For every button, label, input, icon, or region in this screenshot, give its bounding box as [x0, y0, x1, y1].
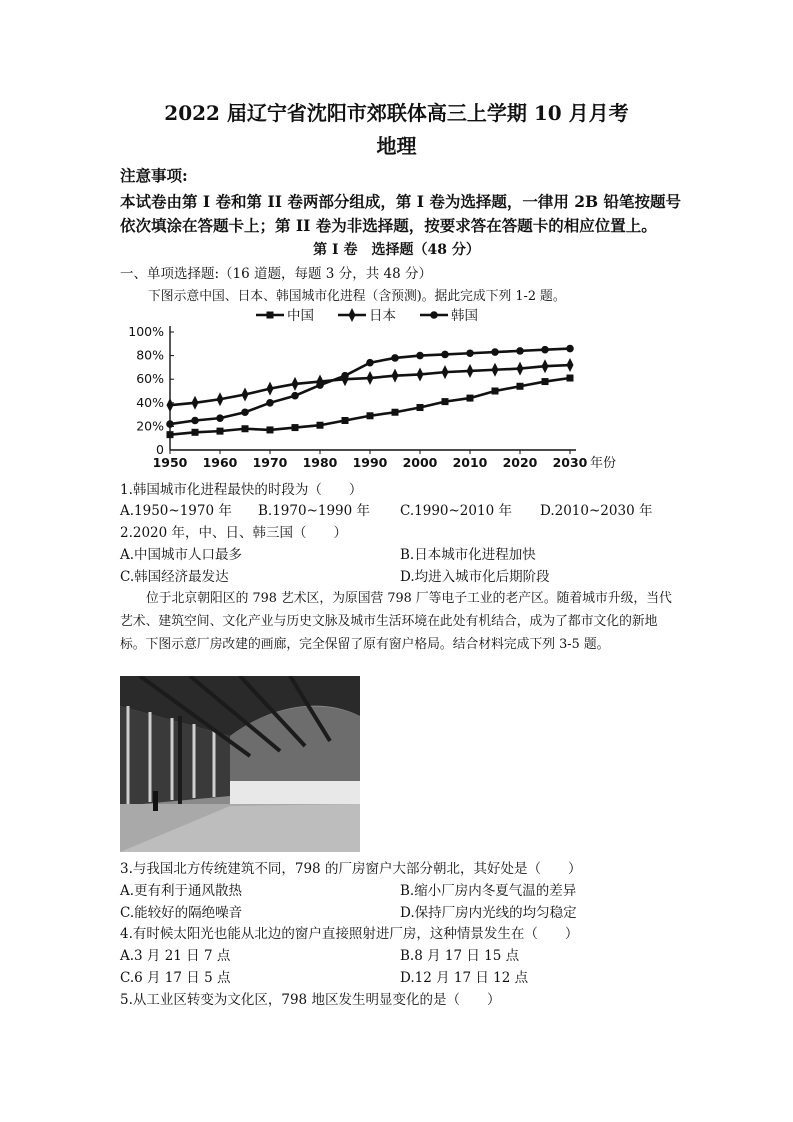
data-point — [516, 347, 524, 355]
x-axis-label: 年份 — [590, 456, 617, 471]
x-tick-label: 1970 — [252, 455, 288, 470]
subject-title: 地理 — [376, 134, 417, 158]
data-point — [567, 358, 574, 372]
data-point — [492, 388, 499, 395]
section-part: 一、单项选择题:（16 道题，每题 3 分，共 48 分） — [120, 266, 432, 282]
q3-option-d: D.保持厂房内光线的均匀稳定 — [400, 905, 577, 921]
data-point — [291, 392, 299, 400]
q2-option-b: B.日本城市化进程加快 — [400, 547, 536, 563]
x-tick-label: 1990 — [352, 455, 388, 470]
exam-title: 2022 届辽宁省沈阳市郊联体高三上学期 10 月月考 — [164, 101, 629, 125]
data-point — [217, 428, 224, 435]
legend-label: 日本 — [369, 308, 396, 324]
data-point — [366, 359, 374, 367]
data-point — [217, 392, 224, 406]
q4-option-b: B.8 月 17 日 15 点 — [400, 948, 520, 964]
q3-option-b: B.缩小厂房内冬夏气温的差异 — [400, 883, 577, 899]
data-point — [391, 354, 399, 362]
data-point — [417, 404, 424, 411]
data-point — [517, 383, 524, 390]
y-tick-label: 80% — [136, 347, 164, 363]
data-point — [466, 349, 474, 357]
data-point — [341, 372, 349, 380]
intro-1: 下图示意中国、日本、韩国城市化进程（含预测)。据此完成下列 1-2 题。 — [148, 289, 566, 304]
data-point — [542, 378, 549, 385]
data-point — [416, 352, 424, 360]
data-point — [467, 395, 474, 402]
data-point — [292, 377, 299, 391]
data-point — [542, 359, 549, 373]
q1-option-c: C.1990~2010 年 — [400, 503, 512, 519]
x-tick-label: 1950 — [152, 455, 188, 470]
data-point — [316, 381, 324, 389]
q1-option-a: A.1950~1970 年 — [120, 503, 232, 519]
q1-option-d: D.2010~2030 年 — [540, 503, 653, 519]
x-tick-label: 2010 — [452, 455, 488, 470]
q4-option-c: C.6 月 17 日 5 点 — [120, 970, 231, 986]
data-point — [467, 364, 474, 378]
section-title: 第 I 卷 选择题（48 分） — [313, 242, 480, 258]
q2-option-a: A.中国城市人口最多 — [120, 547, 243, 563]
data-point — [191, 417, 199, 425]
x-tick-label: 1980 — [302, 455, 338, 470]
legend-marker — [349, 308, 356, 322]
q4-option-d: D.12 月 17 日 12 点 — [400, 970, 529, 986]
notice-line-1: 本试卷由第 I 卷和第 II 卷两部分组成，第 I 卷为选择题，一律用 2B 铅笔按题号 — [120, 192, 682, 211]
x-axis — [153, 450, 616, 471]
data-point — [441, 351, 449, 359]
data-point — [417, 367, 424, 381]
q3-option-c: C.能较好的隔绝噪音 — [120, 905, 243, 921]
urbanization-chart — [118, 302, 638, 480]
q2-stem: 2.2020 年，中、日、韩三国（ ） — [120, 525, 348, 541]
data-point — [442, 398, 449, 405]
y-tick-label: 100% — [128, 324, 164, 339]
data-point — [367, 412, 374, 419]
notice-line-2: 依次填涂在答题卡上；第 II 卷为非选择题，按要求答在答题卡的相应位置上。 — [120, 216, 657, 235]
y-tick-label: 40% — [136, 394, 164, 410]
data-point — [167, 398, 174, 412]
q2-option-c: C.韩国经济最发达 — [120, 569, 229, 585]
data-point — [392, 369, 399, 383]
data-point — [367, 371, 374, 385]
q1-stem: 1.韩国城市化进程最快的时段为（ ） — [120, 482, 363, 498]
data-point — [517, 362, 524, 376]
data-point — [192, 396, 199, 410]
data-point — [491, 348, 499, 356]
q3-option-a: A.更有利于通风散热 — [120, 883, 243, 899]
data-point — [267, 426, 274, 433]
data-point — [566, 345, 574, 353]
chart-series — [166, 345, 574, 438]
data-point — [192, 429, 199, 436]
data-point — [166, 420, 174, 428]
gallery-photo — [120, 676, 360, 852]
notice-heading: 注意事项: — [120, 166, 188, 185]
data-point — [392, 409, 399, 416]
data-point — [241, 408, 249, 416]
data-point — [292, 424, 299, 431]
y-tick-label: 0 — [156, 442, 164, 457]
data-point — [266, 399, 274, 407]
data-point — [242, 425, 249, 432]
x-tick-label: 2020 — [502, 455, 538, 470]
data-point — [216, 414, 224, 422]
chart-legend — [256, 307, 478, 324]
q4-option-a: A.3 月 21 日 7 点 — [120, 948, 231, 964]
x-tick-label: 1960 — [202, 455, 238, 470]
x-tick-label: 2030 — [552, 455, 588, 470]
data-point — [567, 375, 574, 382]
y-tick-label: 20% — [136, 418, 164, 434]
intro-2: 位于北京朝阳区的 798 艺术区，为原国营 798 厂等电子工业的老产区。随着城市升级，当代艺术、建筑空间、文化产业与历史文脉及城市生活环境在此处有机结合，成为了都市文化的新地标。下图示意厂房改建的画廊，完全保留了原有窗户格局。结合材料完成下列 3-5 题。 — [120, 591, 672, 652]
q5-stem: 5.从工业区转变为文化区，798 地区发生明显变化的是（ ） — [120, 992, 501, 1008]
x-tick-label: 2000 — [402, 455, 438, 470]
q3-stem: 3.与我国北方传统建筑不同，798 的厂房窗户大部分朝北，其好处是（ ） — [120, 861, 582, 877]
q1-option-b: B.1970~1990 年 — [258, 503, 371, 519]
data-point — [342, 417, 349, 424]
data-point — [492, 363, 499, 377]
y-tick-label: 60% — [136, 371, 164, 387]
legend-marker — [267, 312, 274, 319]
legend-marker — [430, 311, 438, 319]
q4-stem: 4.有时候太阳光也能从北边的窗户直接照射进厂房，这种情景发生在（ ） — [120, 926, 579, 942]
data-point — [242, 388, 249, 402]
data-point — [167, 431, 174, 438]
legend-label: 中国 — [287, 308, 314, 324]
data-point — [317, 422, 324, 429]
legend-label: 韩国 — [451, 308, 478, 324]
series-line — [170, 378, 570, 435]
data-point — [442, 365, 449, 379]
q2-option-d: D.均进入城市化后期阶段 — [400, 569, 550, 585]
data-point — [267, 382, 274, 396]
data-point — [541, 346, 549, 354]
